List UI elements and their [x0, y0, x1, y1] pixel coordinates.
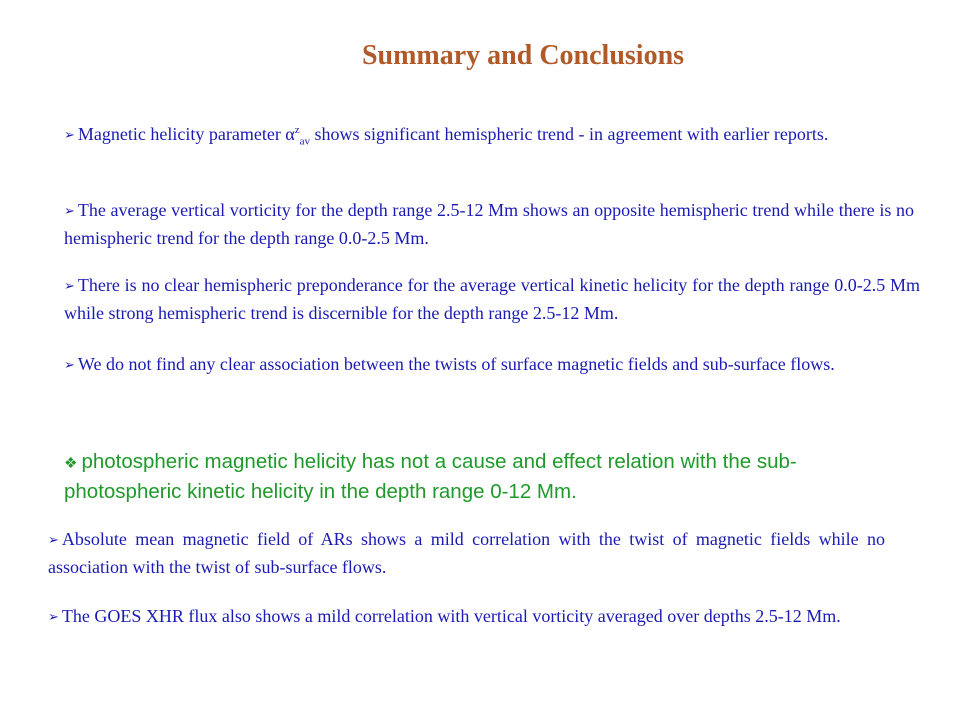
- arrow-bullet-icon: ➢: [64, 127, 75, 142]
- item-4-text: We do not find any clear association between the twists of surface magnetic fields and sub-surface flows.: [77, 354, 835, 374]
- arrow-bullet-icon: ➢: [64, 278, 75, 293]
- diamond-bullet-icon: ❖: [64, 455, 78, 472]
- arrow-bullet-icon: ➢: [64, 357, 75, 372]
- item-2-text: The average vertical vorticity for the depth range 2.5-12 Mm shows an opposite hemispheric trend while there is no hemispheric trend for the depth range 0.0-2.5 Mm.: [64, 200, 914, 248]
- extra-item-2-text: The GOES XHR flux also shows a mild correlation with vertical vorticity averaged over depths 2.5-12 Mm.: [61, 606, 841, 626]
- item-1-text-before: Magnetic helicity parameter α: [77, 124, 295, 144]
- item-3-text: There is no clear hemispheric preponderance for the average vertical kinetic helicity for the depth range 0.0-2.5 Mm while strong hemispheric trend is discernible for the depth range 2.5-12 Mm.: [64, 275, 920, 323]
- arrow-bullet-icon: ➢: [48, 532, 59, 547]
- conclusion-item-2: [64, 197, 914, 252]
- arrow-bullet-icon: ➢: [48, 609, 59, 624]
- extra-item-1: [48, 526, 885, 581]
- arrow-bullet-icon: ➢: [64, 203, 75, 218]
- extra-item-2: [48, 603, 888, 631]
- highlight-conclusion: [64, 448, 904, 506]
- conclusion-item-3: [64, 272, 920, 327]
- highlight-text: photospheric magnetic helicity has not a cause and effect relation with the sub-photospheric kinetic helicity in the depth range 0-12 Mm.: [64, 450, 797, 503]
- conclusion-item-1: [64, 121, 914, 149]
- conclusion-item-4: [64, 351, 854, 379]
- item-1-sub: av: [299, 135, 311, 148]
- slide-title: Summary and Conclusions: [361, 40, 685, 71]
- extra-item-1-text: Absolute mean magnetic field of ARs shows a mild correlation with the twist of magnetic fields while no association with the twist of sub-surface flows.: [48, 529, 885, 577]
- item-1-sup: z: [294, 124, 300, 136]
- item-1-text-after: shows significant hemispheric trend - in agreement with earlier reports.: [310, 124, 829, 144]
